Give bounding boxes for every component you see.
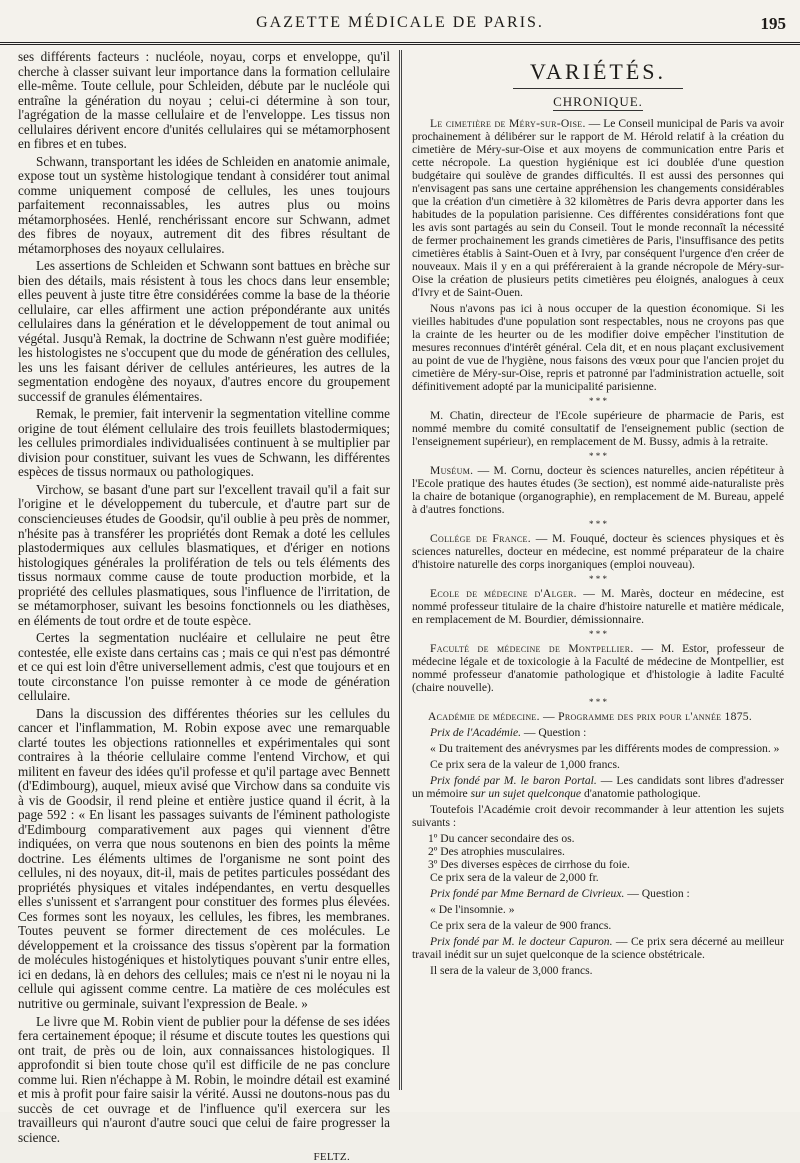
prix-academie (412, 726, 784, 739)
prix-civrieux-q: — Question : (627, 887, 690, 901)
cimetiere-paragraph-2: Nous n'avons pas ici à nous occuper de la question économique. Si les vieilles habitudes d'une population sont respectables, nous ne croyons pas que la crainte de les heurter ou de les modifier doive empêcher l'institution de mesures reconnues d'intérêt général. Cela dit, et en nous plaçant exclusivement au point de vue de l'hygiène, nous faisons des vœux pour que l'ancien projet du cimetière de Méry-sur-Oise, repris et patronné par l'administration actuelle, soit définitivement adopté par la municipalité parisienne. (412, 302, 784, 394)
right-column (412, 50, 784, 980)
college-heading: Collége de France. (430, 532, 531, 546)
academie-heading (412, 710, 784, 723)
paragraph-robin-discussion: Dans la discussion des différentes théories sur les cellules du cancer et l'inflammation, M. Robin expose avec une remarquable clarté toutes les objections rationnelles et expérimentales qui sont contraires à la théorie cellulaire comme l'entend Virchow, et qui militent en faveur des idées qu'il professe et qu'il partage avec Bennett (d'Edimbourg), auquel, mieux avisé que Virchow dans sa conduite vis à vis de Goodsir, il rend pleine et entière justice quand il écrit, à la page 592 : « En lisant les passages suivants de l'éminent pathologiste d'Edimbourg comparativement aux pages qui viennent d'être indiquées, on verra que nous soutenons en bien des points la même doctrine. Les éléments ultimes de l'organisme ne sont point des cellules, ni des noyaux, dit-il, mais de petites particules possédant des propriétés physiques et vitales indépendantes, en vertu desquelles elles s'unissent et s'arrangent pour constituer des formes plus élevées. Ces formes sont les noyaux, les cellules, les fibres, les membranes. Toutes peuvent se former directement de ces molécules. Le développement et la croissance des tissus s'opèrent par la formation de molécules histogéniques et histolytiques pouvant s'unir entre elles, ici en dedans, là en dehors des cellules; mais ce n'est ni le noyau ni la cellule qui agissent comme centre. La matière de ces molécules est nutritive ou germinale, suivant l'expression de Beale. » (18, 705, 390, 1011)
toutefois-paragraph: Toutefois l'Académie croit devoir recommander à leur attention les sujets suivants : (412, 803, 784, 830)
column-divider (399, 50, 402, 1090)
cimetiere-heading: Le cimetière de Méry-sur-Oise. (430, 117, 586, 131)
prix-academie-value: Ce prix sera de la valeur de 1,000 francs. (430, 758, 620, 772)
prix-portal (412, 774, 784, 800)
paragraph-schwann: Schwann, transportant les idées de Schleiden en anatomie animale, expose tout un système histologique tendant à considérer tout animal comme uniquement composé de cellules, les unes toujours parfaitement reconnaissables, les autres plus ou moins métamorphosées. Henlé, renchérissant encore sur Schwann, admet des fibres de noyaux, autrement dit des fibres résultant de métamorphoses des noyaux cellulaires. (18, 153, 390, 256)
prix-capuron-value: Il sera de la valeur de 3,000 francs. (430, 964, 593, 978)
paragraph-remak: Remak, le premier, fait intervenir la segmentation vitelline comme origine de tout élément cellulaire des trois feuillets blastodermiques; les cellules primordiales individualisées continuent à se multiplier par division pour constituer, suivant les vues de Schwann, les différentes espèces de tissus normaux ou pathologiques. (18, 406, 390, 480)
journal-title: GAZETTE MÉDICALE DE PARIS. (256, 14, 544, 31)
separator-stars: * * * (589, 629, 607, 640)
chatin-paragraph: M. Chatin, directeur de l'Ecole supérieure de pharmacie de Paris, est nommé membre du comité consultatif de l'enseignement public (section de l'enseignement supérieur), en remplacement de M. Bussy, admis à la retraite. (412, 409, 784, 449)
prix-academie-question: « Du traitement des anévrysmes par les différents modes de compression. » (430, 742, 780, 756)
separator-stars: * * * (589, 451, 607, 462)
separator-stars: * * * (589, 396, 607, 407)
montpellier-paragraph (412, 642, 784, 694)
subsection-title-text: CHRONIQUE. (553, 94, 643, 110)
paragraph-robin-livre: Le livre que M. Robin vient de publier pour la défense de ses idées fera certainement époque; il résume et discute toutes les questions qui ont trait, de près ou de loin, aux connaissances histologiques. Il approfondit si bien toute chose qu'il est difficile de ne pas conclure comme lui. Rien n'échappe à M. Robin, le moindre détail est examiné et mis à profit pour faire saisir la vérité. Aussi ne doutons-nous pas du succès de cet ouvrage et de l'influence qu'il exercera sur les travailleurs qui n'auront d'autre souci que celui de faire progresser la science. (18, 1013, 390, 1145)
prix-capuron (412, 935, 784, 961)
paragraph-schleiden-cont: ses différents facteurs : nucléole, noyau, corps et enveloppe, qu'il cherche à classer suivant leur importance dans la formation cellulaire elle-même. Toute cellule, pour Schleiden, débute par le nucléole qui entraîne la génération du noyau ; celui-ci détermine à son tour, l'agrégation de la masse cellulaire et de l'enveloppe. Les tissus non cellulaires dérivent encore d'unités cellulaires qui se métamorphosent en fibres et en tubes. (18, 49, 390, 152)
paragraph-segmentation: Certes la segmentation nucléaire et cellulaire ne peut être contestée, elle existe dans certains cas ; mais ce qui n'est pas démontré et ce qui est loin d'être universellement admis, c'est que toujours et en toute circonstance l'on puisse remonter à ce mode de génération cellulaire. (18, 630, 390, 704)
header-rule (0, 42, 800, 45)
museum-paragraph (412, 464, 784, 516)
subsection-title (412, 95, 784, 109)
paragraph-assertions: Les assertions de Schleiden et Schwann sont battues en brèche sur bien des détails, mais résistent à tous les chocs dans leur ensemble; elles peuvent à juste titre être considérées comme la base de la théorie cellulaire, car elles affirment une action prépondérante aux unités cellulaires dans la génération et le développement de tout animal ou végétal. Jusqu'à Remak, la doctrine de Schwann n'est guère modifiée; les histologistes ne s'occupent que du mode de génération des cellules, les uns les faisant dériver de cellules antérieures, les autres de la segmentation endogène des noyaux, d'autres encore du groupement successif de granules élémentaires. (18, 258, 390, 404)
montpellier-heading: Faculté de médecine de Montpellier. (430, 642, 634, 656)
cimetiere-paragraph (412, 117, 784, 299)
prix-portal-text-a: — Les candidats sont libres d'adresser un mémoire (412, 774, 784, 801)
paragraph-virchow: Virchow, se basant d'une part sur l'excellent travail qu'il a fait sur l'origine et le développement du tubercule, et d'autre part sur de consciencieuses études de Goodsir, qu'il oublie à peu près de nommer, n'hésite pas à transférer les propriétés dont Remak a doté les cellules plastodermiques aux cellules blasmatiques, et d'ériger en notions histologiques générales la prolifération de tels ou tels éléments des tissus normaux comme cause de toute production morbide, et la propriété des cellules plasmatiques, sous l'influence de l'irritation, de se métamorphoser, suivant les besoins fonctionnels ou les diathèses, en éléments de tout ordre et de toute espèce. (18, 481, 390, 628)
prix-civrieux-value: Ce prix sera de la valeur de 900 francs. (430, 919, 612, 933)
author-signature: FELTZ. (313, 1151, 350, 1163)
prix-civrieux-label: Prix fondé par Mme Bernard de Civrieux. (430, 887, 625, 901)
prix-capuron-label: Prix fondé par M. le docteur Capuron. (430, 935, 613, 949)
montpellier-text: — M. Estor, professeur de médecine légale et de toxicologie à la Faculté de médecine de Montpellier, est nommé professeur d'anatomie pathologique et d'histologie à ladite Faculté (chaire nouvelle). (412, 642, 784, 695)
college-paragraph (412, 532, 784, 571)
prix-portal-sujet: sur un sujet quelconque (470, 787, 582, 801)
alger-paragraph (412, 587, 784, 626)
academie-heading-text: Académie de médecine. — Programme des prix pour l'année 1875. (428, 710, 753, 724)
cimetiere-text: — Le Conseil municipal de Paris va avoir prochainement à délibérer sur le rapport de M. Hérold relatif à la création du cimetière de Méry-sur-Oise et aux moyens de communication entre Paris et cette nécropole. La question hygiénique est ici doublée d'une question budgétaire qui soulève de grandes difficultés. Il est aussi des personnes qui n'envisagent pas sans une certaine appréhension les changements considérables que la création d'un cimetière à 32 kilomètres de Paris devra apporter dans les habitudes de la population parisienne. Ces différentes considérations font que les avis sont partagés au sein du Conseil. Tout le monde reconnaît la nécessité de fermer prochainement les grands cimetières de Paris, l'insuffisance des petits cimetières établis à Saint-Ouen et à Ivry, par conséquent l'urgence d'en créer de nouveaux. Mais il y en a qui préféreraient à la grande nécropole de Méry-sur-Oise la création de plusieurs petits cimetières peu éloignés, analogues à ceux d'Ivry et de Saint-Ouen. (412, 117, 784, 300)
separator-stars: * * * (589, 574, 607, 585)
prix-portal-label: Prix fondé par M. le baron Portal. (430, 774, 597, 788)
separator-stars: * * * (589, 697, 607, 708)
alger-heading: Ecole de médecine d'Alger. (430, 587, 577, 601)
page-header (0, 0, 800, 46)
sujet-item: 3º Des diverses espèces de cirrhose du foie. (428, 858, 630, 872)
section-title: VARIÉTÉS. (530, 59, 666, 84)
museum-heading: Muséum. (430, 464, 474, 478)
prix-academie-label: Prix de l'Académie. (430, 726, 522, 740)
prix-academie-q: — Question : (523, 726, 587, 740)
college-text: — M. Fouqué, docteur ès sciences physiques et ès sciences naturelles, docteur en médecine, est nommé préparateur de la chaire d'histoire naturelle des corps inorganiques (emploi nouveau). (412, 532, 785, 572)
museum-text: — M. Cornu, docteur ès sciences naturelles, ancien répétiteur à l'Ecole pratique des hautes études (3e section), est nommé aide-naturaliste près la chaire de botanique (organographie), en remplacement de M. Bureau, appelé à d'autres fonctions. (412, 464, 784, 517)
prix-capuron-text: — Ce prix sera décerné au meilleur travail inédit sur un sujet quelconque de la science obstétricale. (412, 935, 784, 962)
sujet-item: 1º Du cancer secondaire des os. (428, 832, 575, 846)
left-column (18, 50, 390, 1163)
prix-portal-value: Ce prix sera de la valeur de 2,000 fr. (430, 871, 599, 885)
prix-portal-text-b: d'anatomie pathologique. (583, 787, 701, 801)
page-number: 195 (760, 14, 786, 33)
prix-civrieux (412, 887, 784, 900)
separator-stars: * * * (589, 519, 607, 530)
alger-text: — M. Marès, docteur en médecine, est nommé professeur titulaire de la chaire d'histoire naturelle et matière médicale, en remplacement de M. Bourdier, démissionnaire. (412, 587, 784, 627)
section-rule (513, 88, 683, 89)
prix-civrieux-question: « De l'insomnie. » (430, 903, 515, 917)
sujet-item: 2º Des atrophies musculaires. (428, 845, 565, 859)
